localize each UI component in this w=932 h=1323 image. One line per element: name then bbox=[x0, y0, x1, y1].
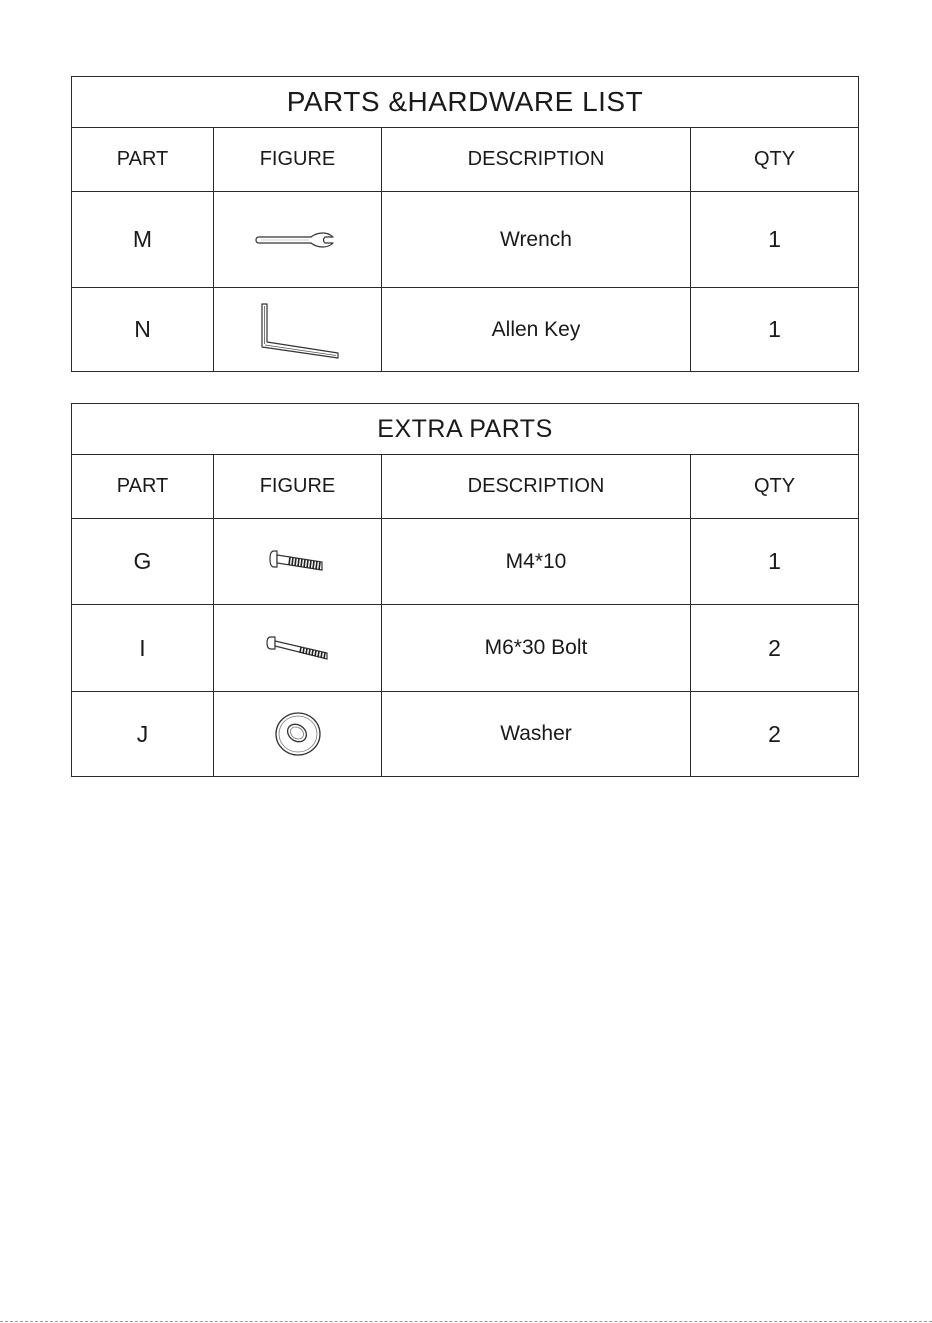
part-letter: I bbox=[72, 605, 214, 692]
short-bolt-icon bbox=[268, 547, 328, 577]
table-row bbox=[72, 192, 859, 288]
figure-cell bbox=[214, 605, 382, 692]
header-part: PART bbox=[72, 128, 214, 192]
header-description: DESCRIPTION bbox=[382, 455, 691, 519]
figure-cell bbox=[214, 519, 382, 605]
table-row bbox=[72, 605, 859, 692]
hardware-list-table bbox=[71, 76, 859, 372]
hardware-list-header-row bbox=[72, 128, 859, 192]
extra-parts-title: EXTRA PARTS bbox=[72, 404, 859, 455]
wrench-icon bbox=[253, 225, 343, 255]
washer-icon bbox=[272, 708, 324, 760]
description-cell: Allen Key bbox=[382, 288, 691, 372]
part-letter: G bbox=[72, 519, 214, 605]
part-letter: M bbox=[72, 192, 214, 288]
qty-cell: 1 bbox=[691, 288, 859, 372]
long-bolt-icon bbox=[265, 632, 331, 664]
page-bottom-edge bbox=[0, 1321, 932, 1322]
figure-cell bbox=[214, 288, 382, 372]
qty-cell: 2 bbox=[691, 605, 859, 692]
part-letter: N bbox=[72, 288, 214, 372]
description-cell: Washer bbox=[382, 692, 691, 777]
extra-parts-table bbox=[71, 403, 859, 777]
description-cell: M6*30 Bolt bbox=[382, 605, 691, 692]
header-qty: QTY bbox=[691, 455, 859, 519]
qty-cell: 1 bbox=[691, 519, 859, 605]
description-cell: Wrench bbox=[382, 192, 691, 288]
table-row bbox=[72, 692, 859, 777]
figure-cell bbox=[214, 692, 382, 777]
header-figure: FIGURE bbox=[214, 455, 382, 519]
table-row bbox=[72, 288, 859, 372]
part-letter: J bbox=[72, 692, 214, 777]
header-figure: FIGURE bbox=[214, 128, 382, 192]
qty-cell: 2 bbox=[691, 692, 859, 777]
header-qty: QTY bbox=[691, 128, 859, 192]
allen-key-icon bbox=[250, 300, 346, 360]
extra-parts-header-row bbox=[72, 455, 859, 519]
header-part: PART bbox=[72, 455, 214, 519]
table-row bbox=[72, 519, 859, 605]
header-description: DESCRIPTION bbox=[382, 128, 691, 192]
figure-cell bbox=[214, 192, 382, 288]
hardware-list-title: PARTS &HARDWARE LIST bbox=[72, 77, 859, 128]
description-cell: M4*10 bbox=[382, 519, 691, 605]
qty-cell: 1 bbox=[691, 192, 859, 288]
